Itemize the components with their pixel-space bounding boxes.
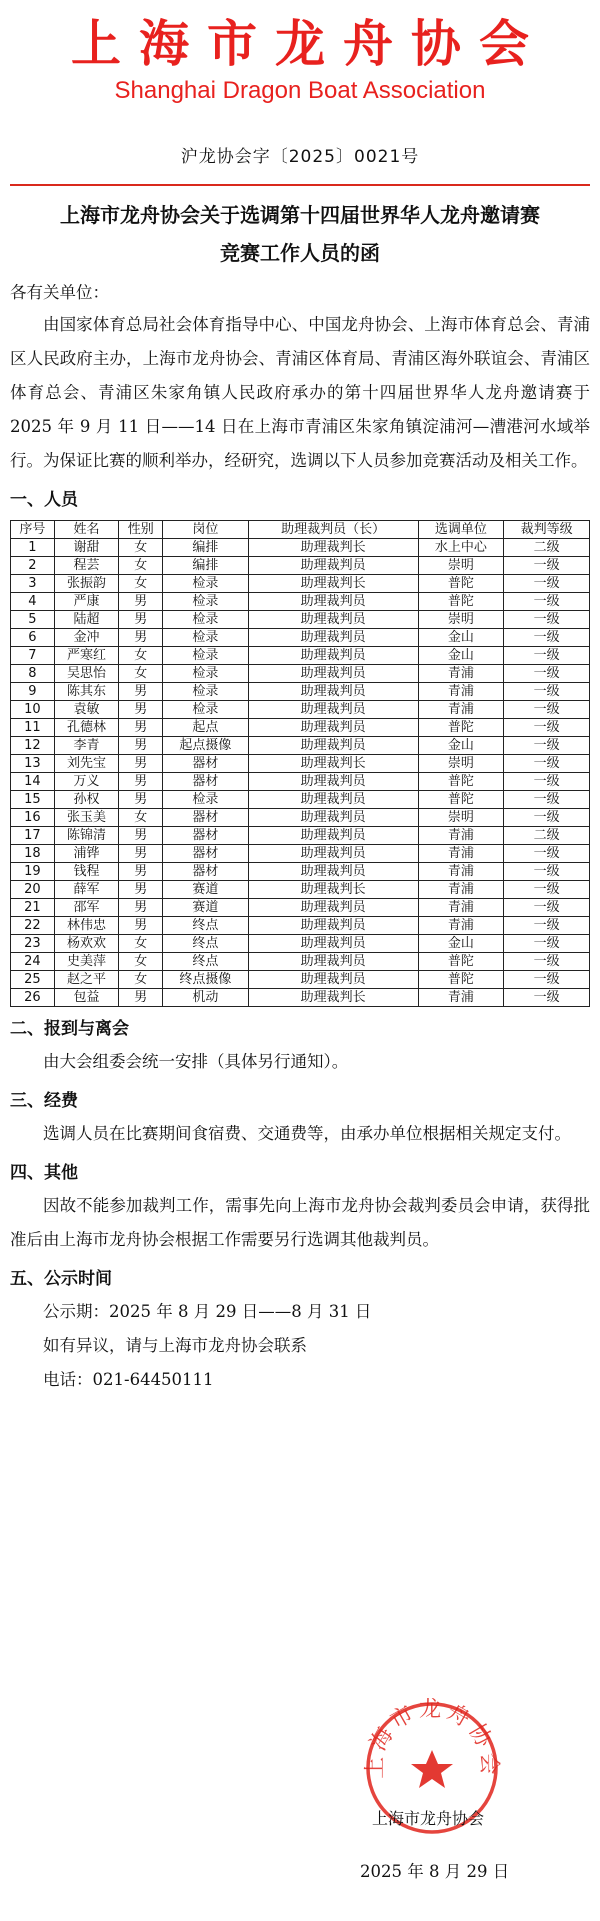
column-header: 选调单位: [418, 521, 504, 539]
section-checkin-text: 由大会组委会统一安排（具体另行通知）。: [43, 1052, 349, 1071]
table-cell: 普陀: [418, 773, 504, 791]
table-cell: 一级: [504, 611, 590, 629]
table-cell: 包益: [54, 989, 119, 1007]
table-cell: 一级: [504, 683, 590, 701]
table-cell: 助理裁判员: [248, 917, 418, 935]
table-row: [11, 701, 590, 719]
table-cell: 3: [11, 575, 55, 593]
table-cell: 普陀: [418, 719, 504, 737]
table-cell: 助理裁判长: [248, 989, 418, 1007]
table-cell: 邵军: [54, 899, 119, 917]
table-cell: 助理裁判长: [248, 755, 418, 773]
table-cell: 一级: [504, 773, 590, 791]
table-row: [11, 647, 590, 665]
table-cell: 一级: [504, 719, 590, 737]
table-cell: 女: [119, 557, 163, 575]
table-cell: 青浦: [418, 989, 504, 1007]
table-cell: 男: [119, 917, 163, 935]
table-cell: 助理裁判员: [248, 701, 418, 719]
table-cell: 女: [119, 575, 163, 593]
red-divider: [10, 184, 590, 186]
table-cell: 15: [11, 791, 55, 809]
table-cell: 陈其东: [54, 683, 119, 701]
table-cell: 助理裁判员: [248, 737, 418, 755]
table-cell: 16: [11, 809, 55, 827]
title-line-2: 竞赛工作人员的函: [220, 241, 380, 265]
table-cell: 张玉美: [54, 809, 119, 827]
table-row: [11, 971, 590, 989]
table-row: [11, 827, 590, 845]
table-cell: 男: [119, 989, 163, 1007]
table-cell: 男: [119, 737, 163, 755]
table-cell: 助理裁判员: [248, 773, 418, 791]
column-header: 姓名: [54, 521, 119, 539]
table-cell: 一级: [504, 917, 590, 935]
table-cell: 一级: [504, 629, 590, 647]
table-cell: 袁敏: [54, 701, 119, 719]
column-header: 裁判等级: [504, 521, 590, 539]
table-row: [11, 557, 590, 575]
table-cell: 青浦: [418, 917, 504, 935]
salutation: 各有关单位：: [10, 283, 109, 302]
table-cell: 器材: [163, 773, 249, 791]
table-cell: 万义: [54, 773, 119, 791]
table-row: [11, 755, 590, 773]
association-name-cn: 上海市龙舟协会: [71, 14, 547, 73]
table-row: [11, 719, 590, 737]
table-row: [11, 791, 590, 809]
table-row: [11, 881, 590, 899]
table-cell: 男: [119, 827, 163, 845]
signature-date: 2025 年 8 月 29 日: [360, 1862, 510, 1881]
table-cell: 青浦: [418, 899, 504, 917]
table-cell: 一级: [504, 899, 590, 917]
table-cell: 一级: [504, 755, 590, 773]
table-cell: 崇明: [418, 809, 504, 827]
table-cell: 14: [11, 773, 55, 791]
table-cell: 助理裁判长: [248, 575, 418, 593]
table-cell: 编排: [163, 557, 249, 575]
table-cell: 刘先宝: [54, 755, 119, 773]
table-cell: 11: [11, 719, 55, 737]
table-cell: 赵之平: [54, 971, 119, 989]
table-row: [11, 899, 590, 917]
table-cell: 男: [119, 773, 163, 791]
intro-paragraph: 由国家体育总局社会体育指导中心、中国龙舟协会、上海市体育总会、青浦区人民政府主办，上海市龙舟协会、青浦区体育局、青浦区海外联谊会、青浦区体育总会、青浦区朱家角镇人民政府承办的第十四届世界华人龙舟邀请赛于 2025 年 9 月 11 日——14 日在上海市青浦区朱家角镇淀浦河—漕港河水域举行。为保证比赛的顺利举办，经研究，选调以下人员参加竞赛活动及相关工作。: [10, 315, 590, 470]
table-cell: 青浦: [418, 863, 504, 881]
table-cell: 青浦: [418, 827, 504, 845]
table-cell: 普陀: [418, 971, 504, 989]
table-cell: 18: [11, 845, 55, 863]
table-cell: 检录: [163, 629, 249, 647]
table-cell: 普陀: [418, 953, 504, 971]
column-header: 助理裁判员（长）: [248, 521, 418, 539]
table-cell: 孙权: [54, 791, 119, 809]
table-cell: 6: [11, 629, 55, 647]
table-row: [11, 935, 590, 953]
table-cell: 女: [119, 539, 163, 557]
table-cell: 助理裁判长: [248, 539, 418, 557]
table-cell: 一级: [504, 953, 590, 971]
table-cell: 检录: [163, 701, 249, 719]
table-cell: 青浦: [418, 701, 504, 719]
table-cell: 水上中心: [418, 539, 504, 557]
table-cell: 男: [119, 845, 163, 863]
table-cell: 助理裁判员: [248, 719, 418, 737]
section-publicity-heading: 五、公示时间: [10, 1269, 112, 1289]
section-funding-heading: 三、经费: [10, 1091, 78, 1111]
table-cell: 一级: [504, 593, 590, 611]
table-cell: 青浦: [418, 845, 504, 863]
table-cell: 起点摄像: [163, 737, 249, 755]
table-cell: 男: [119, 791, 163, 809]
table-cell: 程芸: [54, 557, 119, 575]
table-cell: 13: [11, 755, 55, 773]
table-cell: 杨欢欢: [54, 935, 119, 953]
table-cell: 吴思怡: [54, 665, 119, 683]
table-cell: 男: [119, 629, 163, 647]
table-cell: 普陀: [418, 575, 504, 593]
table-row: [11, 917, 590, 935]
table-row: [11, 863, 590, 881]
table-cell: 助理裁判长: [248, 881, 418, 899]
table-cell: 金山: [418, 935, 504, 953]
signature-organization: 上海市龙舟协会: [372, 1809, 485, 1828]
table-cell: 一级: [504, 989, 590, 1007]
table-cell: 机动: [163, 989, 249, 1007]
objection-contact: 如有异议，请与上海市龙舟协会联系: [43, 1336, 307, 1355]
table-cell: 女: [119, 935, 163, 953]
table-cell: 李青: [54, 737, 119, 755]
table-cell: 9: [11, 683, 55, 701]
table-cell: 女: [119, 953, 163, 971]
table-cell: 一级: [504, 881, 590, 899]
table-cell: 金山: [418, 737, 504, 755]
table-cell: 终点: [163, 953, 249, 971]
table-cell: 24: [11, 953, 55, 971]
table-cell: 12: [11, 737, 55, 755]
table-cell: 检录: [163, 647, 249, 665]
table-cell: 男: [119, 863, 163, 881]
table-cell: 1: [11, 539, 55, 557]
contact-phone: 电话：021-64450111: [43, 1370, 214, 1389]
table-cell: 一级: [504, 575, 590, 593]
table-cell: 一级: [504, 647, 590, 665]
table-cell: 金山: [418, 629, 504, 647]
column-header: 性别: [119, 521, 163, 539]
table-cell: 助理裁判员: [248, 557, 418, 575]
table-cell: 一级: [504, 971, 590, 989]
table-cell: 薛军: [54, 881, 119, 899]
document-number: 沪龙协会字〔2025〕0021号: [180, 147, 420, 167]
table-cell: 23: [11, 935, 55, 953]
table-cell: 器材: [163, 755, 249, 773]
table-cell: 检录: [163, 575, 249, 593]
table-cell: 助理裁判员: [248, 935, 418, 953]
table-cell: 检录: [163, 593, 249, 611]
table-cell: 器材: [163, 845, 249, 863]
table-cell: 赛道: [163, 899, 249, 917]
title-line-1: 上海市龙舟协会关于选调第十四届世界华人龙舟邀请赛: [60, 203, 540, 227]
table-cell: 检录: [163, 683, 249, 701]
table-row: [11, 593, 590, 611]
table-cell: 终点: [163, 917, 249, 935]
table-cell: 助理裁判员: [248, 809, 418, 827]
table-cell: 女: [119, 647, 163, 665]
document-title: [0, 196, 600, 272]
table-cell: 陈锦清: [54, 827, 119, 845]
table-cell: 男: [119, 683, 163, 701]
table-cell: 器材: [163, 863, 249, 881]
table-cell: 一级: [504, 845, 590, 863]
table-cell: 检录: [163, 665, 249, 683]
table-cell: 崇明: [418, 557, 504, 575]
table-cell: 助理裁判员: [248, 791, 418, 809]
table-cell: 7: [11, 647, 55, 665]
table-cell: 终点: [163, 935, 249, 953]
table-cell: 器材: [163, 809, 249, 827]
section-funding-text: 选调人员在比赛期间食宿费、交通费等，由承办单位根据相关规定支付。: [43, 1124, 571, 1143]
table-cell: 谢甜: [54, 539, 119, 557]
table-cell: 终点摄像: [163, 971, 249, 989]
table-cell: 崇明: [418, 755, 504, 773]
table-cell: 22: [11, 917, 55, 935]
table-cell: 一级: [504, 665, 590, 683]
section-personnel-heading: 一、人员: [10, 490, 78, 510]
table-cell: 男: [119, 881, 163, 899]
table-row: [11, 809, 590, 827]
table-cell: 助理裁判员: [248, 665, 418, 683]
notice-period: 公示期：2025 年 8 月 29 日——8 月 31 日: [43, 1302, 372, 1321]
table-cell: 一级: [504, 809, 590, 827]
column-header: 序号: [11, 521, 55, 539]
table-row: [11, 845, 590, 863]
table-cell: 普陀: [418, 791, 504, 809]
table-cell: 普陀: [418, 593, 504, 611]
table-cell: 10: [11, 701, 55, 719]
association-name-en: Shanghai Dragon Boat Association: [114, 77, 486, 104]
table-cell: 赛道: [163, 881, 249, 899]
table-cell: 金山: [418, 647, 504, 665]
table-cell: 17: [11, 827, 55, 845]
table-cell: 检录: [163, 791, 249, 809]
table-row: [11, 773, 590, 791]
table-cell: 4: [11, 593, 55, 611]
table-row: [11, 665, 590, 683]
table-cell: 一级: [504, 863, 590, 881]
table-cell: 一级: [504, 701, 590, 719]
table-row: [11, 683, 590, 701]
table-cell: 青浦: [418, 683, 504, 701]
table-cell: 林伟忠: [54, 917, 119, 935]
table-cell: 助理裁判员: [248, 899, 418, 917]
table-header-row: [11, 521, 590, 539]
table-cell: 男: [119, 701, 163, 719]
table-cell: 二级: [504, 539, 590, 557]
table-cell: 钱程: [54, 863, 119, 881]
table-cell: 金冲: [54, 629, 119, 647]
table-cell: 女: [119, 809, 163, 827]
table-cell: 二级: [504, 827, 590, 845]
table-cell: 孔德林: [54, 719, 119, 737]
table-cell: 一级: [504, 557, 590, 575]
table-body: [11, 539, 590, 1007]
table-cell: 助理裁判员: [248, 863, 418, 881]
table-row: [11, 539, 590, 557]
svg-text:上海市龙舟协会: 上海市龙舟协会: [362, 1698, 502, 1779]
table-cell: 25: [11, 971, 55, 989]
table-cell: 20: [11, 881, 55, 899]
table-cell: 男: [119, 593, 163, 611]
table-cell: 助理裁判员: [248, 629, 418, 647]
table-cell: 一级: [504, 791, 590, 809]
table-cell: 26: [11, 989, 55, 1007]
table-cell: 助理裁判员: [248, 953, 418, 971]
table-cell: 助理裁判员: [248, 611, 418, 629]
table-cell: 青浦: [418, 881, 504, 899]
table-cell: 青浦: [418, 665, 504, 683]
table-cell: 一级: [504, 737, 590, 755]
table-cell: 史美萍: [54, 953, 119, 971]
table-row: [11, 737, 590, 755]
table-cell: 浦铧: [54, 845, 119, 863]
table-cell: 8: [11, 665, 55, 683]
star-icon: [411, 1750, 453, 1788]
table-cell: 助理裁判员: [248, 593, 418, 611]
table-cell: 男: [119, 719, 163, 737]
table-row: [11, 629, 590, 647]
table-cell: 器材: [163, 827, 249, 845]
table-cell: 2: [11, 557, 55, 575]
table-cell: 助理裁判员: [248, 845, 418, 863]
table-cell: 检录: [163, 611, 249, 629]
table-cell: 女: [119, 971, 163, 989]
table-cell: 起点: [163, 719, 249, 737]
section-other-text: 因故不能参加裁判工作，需事先向上海市龙舟协会裁判委员会申请，获得批准后由上海市龙舟协会根据工作需要另行选调其他裁判员。: [10, 1196, 590, 1249]
table-cell: 助理裁判员: [248, 683, 418, 701]
table-row: [11, 989, 590, 1007]
table-cell: 女: [119, 665, 163, 683]
table-cell: 助理裁判员: [248, 971, 418, 989]
table-cell: 5: [11, 611, 55, 629]
table-cell: 21: [11, 899, 55, 917]
table-cell: 陆超: [54, 611, 119, 629]
section-checkin-heading: 二、报到与离会: [10, 1019, 129, 1039]
table-cell: 一级: [504, 935, 590, 953]
table-cell: 严康: [54, 593, 119, 611]
personnel-table: [10, 520, 590, 1007]
column-header: 岗位: [163, 521, 249, 539]
table-row: [11, 575, 590, 593]
table-cell: 严寒红: [54, 647, 119, 665]
table-cell: 崇明: [418, 611, 504, 629]
table-cell: 男: [119, 899, 163, 917]
table-cell: 编排: [163, 539, 249, 557]
table-row: [11, 953, 590, 971]
table-row: [11, 611, 590, 629]
table-cell: 助理裁判员: [248, 827, 418, 845]
table-cell: 男: [119, 611, 163, 629]
table-cell: 19: [11, 863, 55, 881]
table-cell: 助理裁判员: [248, 647, 418, 665]
table-cell: 男: [119, 755, 163, 773]
letterhead: [0, 0, 600, 106]
table-cell: 张振韵: [54, 575, 119, 593]
section-other-heading: 四、其他: [10, 1163, 78, 1183]
